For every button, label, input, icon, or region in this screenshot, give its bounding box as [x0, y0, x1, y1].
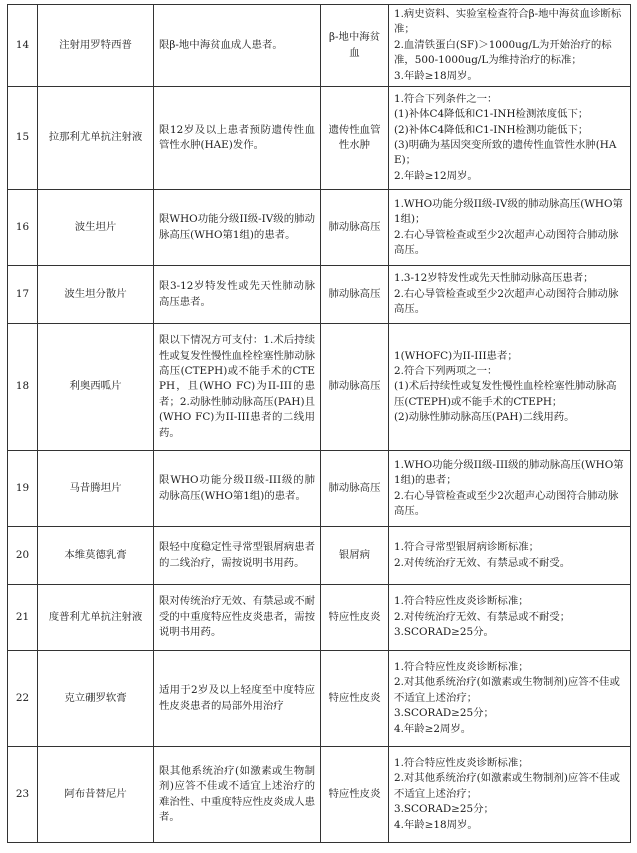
criteria-line: (1)补体C4降低和C1-INH检测浓度低下；	[394, 108, 589, 121]
criteria	[389, 324, 631, 451]
criteria-line: 4.年龄≥18周岁。	[394, 818, 478, 831]
criteria	[389, 585, 631, 651]
table-row	[8, 324, 631, 451]
criteria-line: 3.SCORAD≥25分；	[394, 803, 494, 816]
diagnosis: 特应性皮炎	[321, 747, 389, 843]
row-number: 22	[8, 651, 38, 747]
table-row	[8, 87, 631, 190]
criteria	[389, 5, 631, 87]
diagnosis: 肺动脉高压	[321, 266, 389, 324]
criteria-line: 2.右心导管检查或至少2次超声心动图符合肺动脉高压。	[394, 489, 619, 517]
criteria-line: 2.对传统治疗无效、有禁忌或不耐受；	[394, 610, 571, 623]
criteria-line: (2)动脉性肺动脉高压(PAH)二线用药。	[394, 411, 575, 424]
row-number: 21	[8, 585, 38, 651]
drug-name: 注射用罗特西普	[38, 5, 154, 87]
drug-name: 克立硼罗软膏	[38, 651, 154, 747]
criteria-line: 2.对传统治疗无效、有禁忌或不耐受。	[394, 556, 571, 569]
criteria	[389, 87, 631, 190]
criteria-line: 2.血清铁蛋白(SF)＞1000ug/L为开始治疗的标准，500-1000ug/L为维持治疗的标准；	[394, 38, 612, 67]
criteria-line: 1.符合特应性皮炎诊断标准；	[394, 595, 529, 608]
diagnosis: β-地中海贫血	[321, 5, 389, 87]
table-row	[8, 527, 631, 585]
criteria-line: 2.右心导管检查或至少2次超声心动图符合肺动脉高压。	[394, 228, 619, 256]
table-row	[8, 451, 631, 527]
diagnosis: 特应性皮炎	[321, 585, 389, 651]
table-row	[8, 266, 631, 324]
criteria-line: (3)明确为基因突变所致的遗传性血管性水肿(HAE)；	[394, 139, 617, 167]
table-row	[8, 651, 631, 747]
drug-name: 拉那利尤单抗注射液	[38, 87, 154, 190]
criteria	[389, 266, 631, 324]
drug-name: 利奥西呱片	[38, 324, 154, 451]
table-row	[8, 747, 631, 843]
row-number: 23	[8, 747, 38, 843]
row-number: 15	[8, 87, 38, 190]
criteria-line: (2)补体C4降低和C1-INH检测功能低下；	[394, 123, 589, 136]
criteria	[389, 451, 631, 527]
table-row	[8, 5, 631, 87]
criteria-line: (1)术后持续性或复发性慢性血栓栓塞性肺动脉高压(CTEPH)或不能手术的CTEPH；	[394, 380, 617, 408]
diagnosis: 肺动脉高压	[321, 324, 389, 451]
drug-criteria-table	[7, 4, 631, 843]
criteria-line: 1.3-12岁特发性或先天性肺动脉高压患者；	[394, 272, 594, 285]
payment-scope: 限以下情况方可支付：1.术后持续性或复发性慢性血栓栓塞性肺动脉高压(CTEPH)或不能手术的CTEPH，且(WHO FC)为II-III的患者；2.动脉性肺动脉高压(PAH)且(WHO FC)为II-III患者的二线用药。	[154, 324, 321, 451]
criteria-line: 2.年龄≥12周岁。	[394, 169, 478, 182]
table-row	[8, 585, 631, 651]
drug-name: 马昔腾坦片	[38, 451, 154, 527]
diagnosis: 遗传性血管性水肿	[321, 87, 389, 190]
table-row	[8, 190, 631, 266]
criteria-line: 3.年龄≥18周岁。	[394, 69, 478, 82]
criteria	[389, 747, 631, 843]
diagnosis: 肺动脉高压	[321, 190, 389, 266]
row-number: 16	[8, 190, 38, 266]
criteria	[389, 190, 631, 266]
criteria-line: 1.WHO功能分级II级-IV级的肺动脉高压(WHO第1组)；	[394, 197, 623, 226]
row-number: 14	[8, 5, 38, 87]
row-number: 18	[8, 324, 38, 451]
criteria-line: 1.符合下列条件之一：	[394, 92, 498, 105]
criteria-line: 1.病史资料、实验室检查符合β-地中海贫血诊断标准；	[394, 8, 622, 36]
row-number: 19	[8, 451, 38, 527]
criteria-line: 1.WHO功能分级II级-III级的肺动脉高压(WHO第1组)的患者；	[394, 458, 624, 487]
payment-scope: 限β-地中海贫血成人患者。	[154, 5, 321, 87]
diagnosis: 特应性皮炎	[321, 651, 389, 747]
drug-name: 度普利尤单抗注射液	[38, 585, 154, 651]
row-number: 17	[8, 266, 38, 324]
criteria-line: 2.对其他系统治疗(如激素或生物制剂)应答不佳或不适宜上述治疗；	[394, 772, 620, 800]
criteria-line: 4.年龄≥2周岁。	[394, 722, 472, 735]
payment-scope: 适用于2岁及以上轻度至中度特应性皮炎患者的局部外用治疗	[154, 651, 321, 747]
drug-name: 本维莫德乳膏	[38, 527, 154, 585]
criteria	[389, 527, 631, 585]
diagnosis: 肺动脉高压	[321, 451, 389, 527]
criteria-line: 3.SCORAD≥25分；	[394, 707, 494, 720]
criteria-line: 1.符合寻常型银屑病诊断标准；	[394, 541, 539, 554]
criteria-line: 2.对其他系统治疗(如激素或生物制剂)应答不佳或不适宜上述治疗；	[394, 676, 620, 704]
payment-scope: 限3-12岁特发性或先天性肺动脉高压患者。	[154, 266, 321, 324]
criteria-line: 1.符合特应性皮炎诊断标准；	[394, 757, 529, 770]
drug-name: 阿布昔替尼片	[38, 747, 154, 843]
criteria-line: 1(WHOFC)为II-III患者；	[394, 349, 518, 362]
payment-scope: 限WHO功能分级II级-III级的肺动脉高压(WHO第1组)的患者。	[154, 451, 321, 527]
payment-scope: 限轻中度稳定性寻常型银屑病患者的二线治疗，需按说明书用药。	[154, 527, 321, 585]
row-number: 20	[8, 527, 38, 585]
criteria-line: 1.符合特应性皮炎诊断标准；	[394, 661, 529, 674]
criteria-line: 3.SCORAD≥25分。	[394, 626, 494, 639]
drug-name: 波生坦片	[38, 190, 154, 266]
payment-scope: 限12岁及以上患者预防遗传性血管性水肿(HAE)发作。	[154, 87, 321, 190]
criteria-line: 2.符合下列两项之一：	[394, 364, 498, 377]
payment-scope: 限WHO功能分级II级-IV级的肺动脉高压(WHO第1组)的患者。	[154, 190, 321, 266]
criteria	[389, 651, 631, 747]
payment-scope: 限对传统治疗无效、有禁忌或不耐受的中重度特应性皮炎患者，需按说明书用药。	[154, 585, 321, 651]
diagnosis: 银屑病	[321, 527, 389, 585]
drug-name: 波生坦分散片	[38, 266, 154, 324]
drug-criteria-page	[7, 4, 630, 843]
payment-scope: 限其他系统治疗(如激素或生物制剂)应答不佳或不适宜上述治疗的难治性、中重度特应性皮炎成人患者。	[154, 747, 321, 843]
criteria-line: 2.右心导管检查或至少2次超声心动图符合肺动脉高压。	[394, 287, 619, 316]
